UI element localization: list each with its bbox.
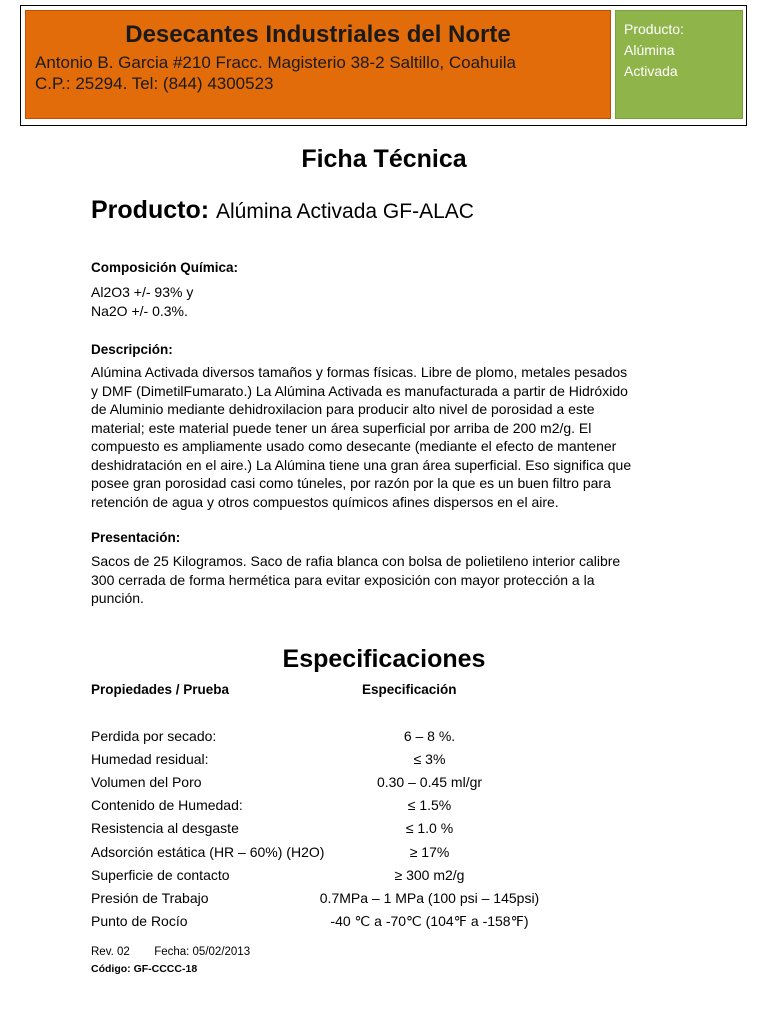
- spec-property: Adsorción estática (HR – 60%) (H2O): [91, 844, 325, 860]
- description-heading: Descripción:: [91, 342, 173, 357]
- company-banner: [25, 10, 611, 119]
- address-line-1: Antonio B. Garcia #210 Fracc. Magisterio 38-2 Saltillo, Coahuila: [35, 53, 516, 72]
- spec-row: [0, 820, 768, 843]
- presentation-heading: Presentación:: [91, 530, 181, 545]
- product-label: Producto:: [91, 196, 210, 224]
- spec-value: -40 ℃ a -70℃ (104℉ a -158℉): [330, 913, 529, 929]
- spec-property: Presión de Trabajo: [91, 890, 209, 906]
- spec-row: [0, 867, 768, 890]
- spec-value: ≥ 300 m2/g: [394, 867, 465, 883]
- spec-value: 0.7MPa – 1 MPa (100 psi – 145psi): [319, 890, 540, 906]
- document-title: Ficha Técnica: [301, 145, 467, 173]
- composition-line: Na2O +/- 0.3%.: [91, 302, 188, 319]
- revision-number: Rev. 02: [91, 946, 130, 958]
- description-line: deshidratación en el aire.) La Alúmina tiene una gran área superficial. Eso significa que: [91, 456, 632, 473]
- product-tag: [615, 10, 743, 119]
- presentation-line: punción.: [91, 590, 144, 606]
- product-tag-line-3: Activada: [624, 63, 678, 79]
- presentation-line: Sacos de 25 Kilogramos. Saco de rafia blanca con bolsa de polietileno interior calibre: [91, 553, 621, 569]
- spec-row: [0, 890, 768, 913]
- description-line: compuesto es ampliamente usado como desecante (mediante el efecto de mantener: [91, 438, 617, 454]
- product-tag-text: [624, 19, 684, 82]
- specifications-title: Especificaciones: [282, 645, 486, 673]
- footer-revision: [91, 946, 250, 958]
- address-line-2: C.P.: 25294. Tel: (844) 4300523: [35, 74, 274, 93]
- spec-value: ≤ 1.5%: [407, 797, 452, 813]
- description-line: de Aluminio mediante dehidroxilacion para producir alto nivel de porosidad a este: [91, 401, 595, 417]
- composition-line: Al2O3 +/- 93% y: [91, 284, 194, 300]
- description-line: retención de agua y otros compuestos químicos afines dispersos en el aire.: [91, 493, 559, 510]
- spec-property: Volumen del Poro: [91, 774, 202, 790]
- spec-property: Punto de Rocío: [91, 913, 188, 929]
- revision-date: Fecha: 05/02/2013: [154, 946, 251, 958]
- spec-property: Contenido de Humedad:: [91, 797, 243, 813]
- spec-property: Humedad residual:: [91, 751, 209, 767]
- composition-text: [91, 283, 691, 320]
- company-name: Desecantes Industriales del Norte: [125, 21, 511, 48]
- spec-row: [0, 774, 768, 797]
- spec-row: [0, 751, 768, 774]
- spec-property: Superficie de contacto: [91, 867, 230, 883]
- header-frame: [20, 5, 747, 126]
- spec-value: ≥ 17%: [409, 844, 450, 860]
- company-address: [35, 52, 516, 94]
- description-line: y DMF (DimetilFumarato.) La Alúmina Activada es manufacturada a partir de Hidróxido: [91, 382, 628, 399]
- spec-value: ≤ 3%: [413, 751, 446, 767]
- presentation-line: 300 cerrada de forma hermética para evitar exposición con mayor protección a la: [91, 571, 595, 588]
- spec-column-property: Propiedades / Prueba: [91, 682, 230, 697]
- spec-row: [0, 844, 768, 867]
- spec-value: 0.30 – 0.45 ml/gr: [376, 774, 483, 790]
- spec-row: [0, 913, 768, 936]
- spec-column-specification: Especificación: [362, 682, 457, 697]
- product-line: [91, 196, 474, 225]
- product-tag-line-2: Alúmina: [624, 42, 675, 58]
- product-tag-line-1: Producto:: [624, 21, 684, 37]
- description-text: [91, 363, 691, 511]
- presentation-text: [91, 552, 691, 608]
- description-line: posee gran porosidad casi como túneles, por razón por la que es un buen filtro para: [91, 475, 611, 491]
- composition-heading: Composición Química:: [91, 260, 239, 275]
- document-code: Código: GF-CCCC-18: [91, 963, 198, 975]
- spec-row: [0, 797, 768, 820]
- spec-property: Perdida por secado:: [91, 728, 217, 744]
- description-line: Alúmina Activada diversos tamaños y formas físicas. Libre de plomo, metales pesados: [91, 364, 628, 380]
- spec-value: 6 – 8 %.: [403, 728, 456, 744]
- product-name: Alúmina Activada GF-ALAC: [216, 200, 474, 223]
- description-line: material; este material puede tener un área superficial por arriba de 200 m2/g. El: [91, 419, 592, 436]
- spec-value: ≤ 1.0 %: [405, 820, 454, 836]
- spec-row: [0, 728, 768, 751]
- spec-property: Resistencia al desgaste: [91, 820, 239, 836]
